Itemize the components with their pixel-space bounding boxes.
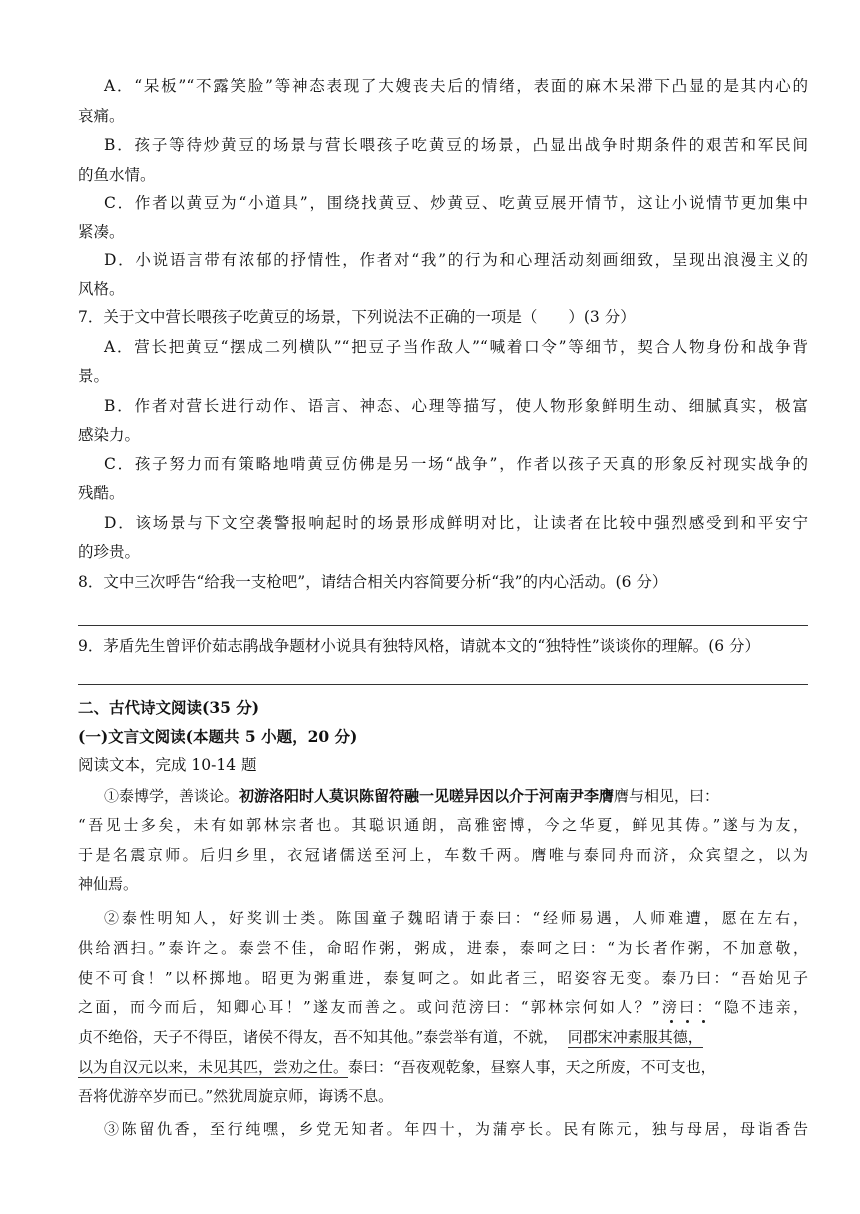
- passage-p2-line1: ②泰性明知人，好奖训士类。陈国童子魏昭请于泰曰：“经师易遇，人师难遭，愿在左右，: [104, 909, 808, 927]
- passage-p2-line7: 吾将优游卒岁而已。”然犹周旋京师，诲诱不息。: [78, 1087, 394, 1105]
- emphasis-dot: [686, 1020, 689, 1023]
- emphasis-dot: [670, 1020, 673, 1023]
- q9-stem: 9．茅盾先生曾评价茹志鹃战争题材小说具有独特风格，请就本文的“独特性”谈谈你的理解。(6 分）: [78, 637, 761, 655]
- q7-option-a-line1: A．营长把黄豆“摆成二列横队”“把豆子当作敌人”“喊着口令”等细节，契合人物身份和战争背: [104, 338, 808, 356]
- passage-p2-line5-text: 贞不绝俗，天子不得臣，诸侯不得友，吾不知其他。”泰尝举有道，不就，: [78, 1028, 559, 1046]
- q7-option-d-line1: D．该场景与下文空袭警报响起时的场景形成鲜明对比，让读者在比较中强烈感受到和平安宁: [104, 514, 808, 532]
- passage-p2-line6: [78, 1057, 716, 1077]
- q7-option-c-line1: C．孩子努力而有策略地啃黄豆仿佛是另一场“战争”，作者以孩子天真的形象反衬现实战争的: [104, 455, 808, 473]
- q6-option-c-line1: C．作者以黄豆为“小道具”，围绕找黄豆、炒黄豆、吃黄豆展开情节，这让小说情节更加集中: [104, 194, 808, 212]
- q6-option-d-line2: 风格。: [78, 280, 125, 298]
- passage-p1-line1: [104, 786, 719, 806]
- underlined-sentence-part2: 以为自汉元以来，未见其匹，尝劝之仕。: [78, 1058, 349, 1076]
- q7-option-d-line2: 的珍贵。: [78, 543, 141, 561]
- q8-stem: 8．文中三次呼告“给我一支枪吧”，请结合相关内容简要分析“我”的内心活动。(6 分）: [78, 573, 668, 591]
- q6-option-a-line1: A．“呆板”“不露笑脸”等神态表现了大嫂丧夫后的情绪，表面的麻木呆滞下凸显的是其内心的: [104, 77, 808, 95]
- q6-option-b-line1: B．孩子等待炒黄豆的场景与营长喂孩子吃黄豆的场景，凸显出战争时期条件的艰苦和军民间: [104, 136, 808, 154]
- q7-option-b-line1: B．作者对营长进行动作、语言、神态、心理等描写，使人物形象鲜明生动、细腻真实，极富: [104, 397, 808, 415]
- passage-p1-bold-sentence: 初游洛阳时人莫识陈留符融一见嗟异因以介于河南尹李膺: [239, 787, 615, 805]
- reading-instruction: 阅读文本，完成 10-14 题: [78, 756, 257, 774]
- emphasis-dot: [702, 1020, 705, 1023]
- q6-option-b-line2: 的鱼水情。: [78, 166, 156, 184]
- passage-p1-opening: ①泰博学，善谈论。: [104, 787, 240, 805]
- subsection-title: (一)文言文阅读(本题共 5 小题，20 分): [78, 727, 358, 746]
- q7-option-c-line2: 残酷。: [78, 484, 125, 502]
- passage-p2-line2: 供给洒扫。”泰许之。泰尝不佳，命昭作粥，粥成，进泰，泰呵之曰：“为长者作粥，不加意敬，: [78, 939, 808, 957]
- q7-option-a-line2: 景。: [78, 367, 110, 385]
- passage-p1-line4: 神仙焉。: [78, 875, 139, 893]
- passage-p2-line6-text: 泰曰：“吾夜观乾象，昼察人事，天之所废，不可支也，: [348, 1058, 716, 1076]
- q7-option-b-line2: 感染力。: [78, 426, 141, 444]
- passage-p2-line4: 之面，而今而后，知卿心耳！”遂友而善之。或问范滂曰：“郭林宗何如人？”滂曰：“隐不违亲，: [78, 998, 808, 1016]
- q6-option-d-line1: D．小说语言带有浓郁的抒情性，作者对“我”的行为和心理活动刻画细致，呈现出浪漫主义的: [104, 251, 808, 269]
- underlined-sentence-part1: 同郡宋冲素服其德，: [567, 1028, 703, 1046]
- section-title: 二、古代诗文阅读(35 分): [78, 698, 260, 717]
- q9-answer-line[interactable]: [78, 684, 808, 685]
- passage-p1-line2: “吾见士多矣，未有如郭林宗者也。其聪识通朗，高雅密博，今之华夏，鲜见其俦。”遂与为友，: [78, 816, 808, 834]
- q8-answer-line[interactable]: [78, 625, 808, 626]
- q6-option-a-line2: 哀痛。: [78, 107, 125, 125]
- passage-p3-line1: ③陈留仇香，至行纯嘿，乡党无知者。年四十，为蒲亭长。民有陈元，独与母居，母诣香告: [104, 1120, 808, 1138]
- passage-p2-line3: 使不可食！”以杯掷地。昭更为粥重进，泰复呵之。如此者三，昭姿容无变。泰乃曰：“吾始见子: [78, 969, 808, 987]
- q7-stem: 7．关于文中营长喂孩子吃黄豆的场景，下列说法不正确的一项是（ ）(3 分）: [78, 308, 636, 326]
- passage-p2-line5: [78, 1027, 703, 1047]
- passage-p1-line3: 于是名震京师。后归乡里，衣冠诸儒送至河上，车数千两。膺唯与泰同舟而济，众宾望之，以为: [78, 846, 808, 864]
- q6-option-c-line2: 紧凑。: [78, 223, 125, 241]
- passage-p1-continuation: 膺与相见，曰：: [614, 787, 720, 805]
